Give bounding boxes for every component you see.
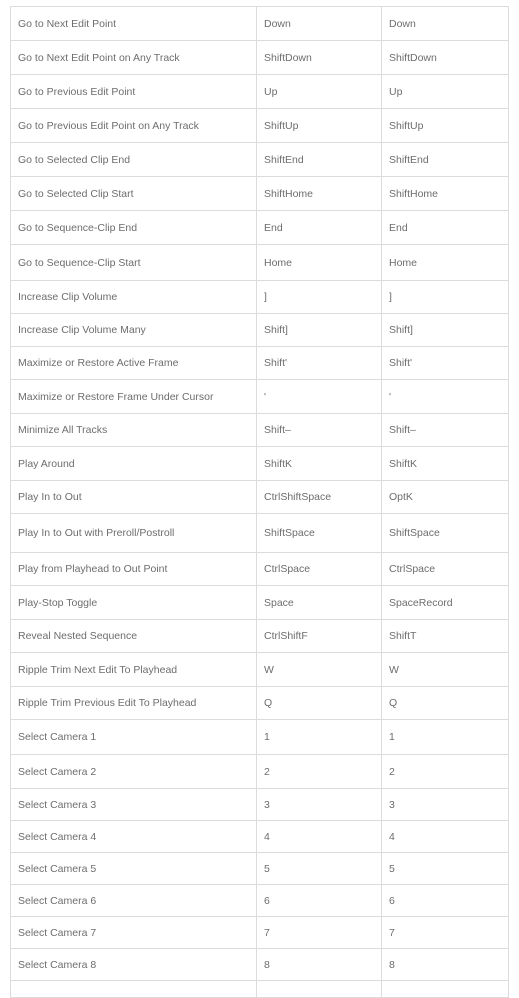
command-cell: Go to Previous Edit Point [11, 75, 257, 109]
mac-shortcut-cell: 8 [382, 949, 509, 981]
table-row [11, 720, 509, 755]
mac-shortcut-cell: ShiftHome [382, 177, 509, 211]
command-cell: Select Camera 3 [11, 789, 257, 821]
table-row [11, 553, 509, 586]
command-cell: Select Camera 6 [11, 885, 257, 917]
command-cell: Go to Selected Clip End [11, 143, 257, 177]
windows-shortcut-cell: 7 [257, 917, 382, 949]
table-row [11, 245, 509, 281]
windows-shortcut-cell: CtrlShiftF [257, 620, 382, 653]
windows-shortcut-cell: W [257, 653, 382, 687]
mac-shortcut-cell: OptK [382, 481, 509, 514]
windows-shortcut-cell: 8 [257, 949, 382, 981]
command-cell: Go to Next Edit Point on Any Track [11, 41, 257, 75]
mac-shortcut-cell: ShiftDown [382, 41, 509, 75]
table-row [11, 981, 509, 998]
command-cell: Go to Sequence-Clip End [11, 211, 257, 245]
table-row [11, 177, 509, 211]
mac-shortcut-cell: Shift] [382, 314, 509, 347]
table-row [11, 755, 509, 789]
command-cell: Play Around [11, 447, 257, 481]
windows-shortcut-cell: 5 [257, 853, 382, 885]
windows-shortcut-cell: ShiftSpace [257, 514, 382, 553]
mac-shortcut-cell: 6 [382, 885, 509, 917]
mac-shortcut-cell: Up [382, 75, 509, 109]
mac-shortcut-cell: CtrlSpace [382, 553, 509, 586]
table-row [11, 347, 509, 380]
mac-shortcut-cell: W [382, 653, 509, 687]
command-cell: Go to Selected Clip Start [11, 177, 257, 211]
command-cell: Go to Next Edit Point [11, 7, 257, 41]
mac-shortcut-cell: ShiftSpace [382, 514, 509, 553]
command-cell: Play from Playhead to Out Point [11, 553, 257, 586]
mac-shortcut-cell: ' [382, 380, 509, 414]
mac-shortcut-cell: 3 [382, 789, 509, 821]
command-cell: Increase Clip Volume [11, 281, 257, 314]
command-cell: Ripple Trim Previous Edit To Playhead [11, 687, 257, 720]
mac-shortcut-cell: Down [382, 7, 509, 41]
windows-shortcut-cell: ] [257, 281, 382, 314]
table-row [11, 143, 509, 177]
mac-shortcut-cell: ShiftEnd [382, 143, 509, 177]
table-row [11, 380, 509, 414]
windows-shortcut-cell: 6 [257, 885, 382, 917]
windows-shortcut-cell: 4 [257, 821, 382, 853]
table-row [11, 586, 509, 620]
table-row [11, 211, 509, 245]
mac-shortcut-cell: 1 [382, 720, 509, 755]
table-row [11, 949, 509, 981]
mac-shortcut-cell: ShiftUp [382, 109, 509, 143]
command-cell: Maximize or Restore Active Frame [11, 347, 257, 380]
table-row [11, 514, 509, 553]
table-row [11, 687, 509, 720]
mac-shortcut-cell: ShiftT [382, 620, 509, 653]
table-row [11, 75, 509, 109]
windows-shortcut-cell: ShiftDown [257, 41, 382, 75]
command-cell: Minimize All Tracks [11, 414, 257, 447]
command-cell: Select Camera 1 [11, 720, 257, 755]
windows-shortcut-cell: CtrlShiftSpace [257, 481, 382, 514]
windows-shortcut-cell: ShiftHome [257, 177, 382, 211]
command-cell: Select Camera 2 [11, 755, 257, 789]
mac-shortcut-cell [382, 981, 509, 998]
windows-shortcut-cell: Shift] [257, 314, 382, 347]
windows-shortcut-cell: ShiftUp [257, 109, 382, 143]
table-row [11, 821, 509, 853]
mac-shortcut-cell: 2 [382, 755, 509, 789]
windows-shortcut-cell: Q [257, 687, 382, 720]
command-cell: Play In to Out [11, 481, 257, 514]
windows-shortcut-cell: Shift– [257, 414, 382, 447]
command-cell: Go to Sequence-Clip Start [11, 245, 257, 281]
command-cell: Increase Clip Volume Many [11, 314, 257, 347]
mac-shortcut-cell: 5 [382, 853, 509, 885]
table-row [11, 314, 509, 347]
mac-shortcut-cell: Shift– [382, 414, 509, 447]
mac-shortcut-cell: SpaceRecord [382, 586, 509, 620]
windows-shortcut-cell: 2 [257, 755, 382, 789]
command-cell: Go to Previous Edit Point on Any Track [11, 109, 257, 143]
windows-shortcut-cell: Up [257, 75, 382, 109]
mac-shortcut-cell: Shift' [382, 347, 509, 380]
mac-shortcut-cell: 4 [382, 821, 509, 853]
command-cell: Select Camera 8 [11, 949, 257, 981]
command-cell: Select Camera 7 [11, 917, 257, 949]
table-row [11, 917, 509, 949]
table-row [11, 7, 509, 41]
windows-shortcut-cell: End [257, 211, 382, 245]
table-row [11, 885, 509, 917]
windows-shortcut-cell: 3 [257, 789, 382, 821]
table-row [11, 109, 509, 143]
windows-shortcut-cell: ShiftK [257, 447, 382, 481]
windows-shortcut-cell: Shift' [257, 347, 382, 380]
windows-shortcut-cell: ShiftEnd [257, 143, 382, 177]
windows-shortcut-cell: 1 [257, 720, 382, 755]
table-row [11, 853, 509, 885]
windows-shortcut-cell: Space [257, 586, 382, 620]
command-cell: Play In to Out with Preroll/Postroll [11, 514, 257, 553]
windows-shortcut-cell: Home [257, 245, 382, 281]
table-row [11, 281, 509, 314]
table-row [11, 414, 509, 447]
command-cell: Reveal Nested Sequence [11, 620, 257, 653]
mac-shortcut-cell: ShiftK [382, 447, 509, 481]
mac-shortcut-cell: Home [382, 245, 509, 281]
table-row [11, 481, 509, 514]
windows-shortcut-cell: ' [257, 380, 382, 414]
command-cell: Maximize or Restore Frame Under Cursor [11, 380, 257, 414]
mac-shortcut-cell: Q [382, 687, 509, 720]
table-row [11, 447, 509, 481]
mac-shortcut-cell: ] [382, 281, 509, 314]
windows-shortcut-cell: CtrlSpace [257, 553, 382, 586]
mac-shortcut-cell: End [382, 211, 509, 245]
mac-shortcut-cell: 7 [382, 917, 509, 949]
command-cell: Ripple Trim Next Edit To Playhead [11, 653, 257, 687]
table-row [11, 653, 509, 687]
table-row [11, 41, 509, 75]
table-row [11, 789, 509, 821]
command-cell: Play-Stop Toggle [11, 586, 257, 620]
windows-shortcut-cell [257, 981, 382, 998]
command-cell: Select Camera 4 [11, 821, 257, 853]
command-cell [11, 981, 257, 998]
windows-shortcut-cell: Down [257, 7, 382, 41]
table-row [11, 620, 509, 653]
command-cell: Select Camera 5 [11, 853, 257, 885]
shortcut-table [10, 6, 509, 998]
